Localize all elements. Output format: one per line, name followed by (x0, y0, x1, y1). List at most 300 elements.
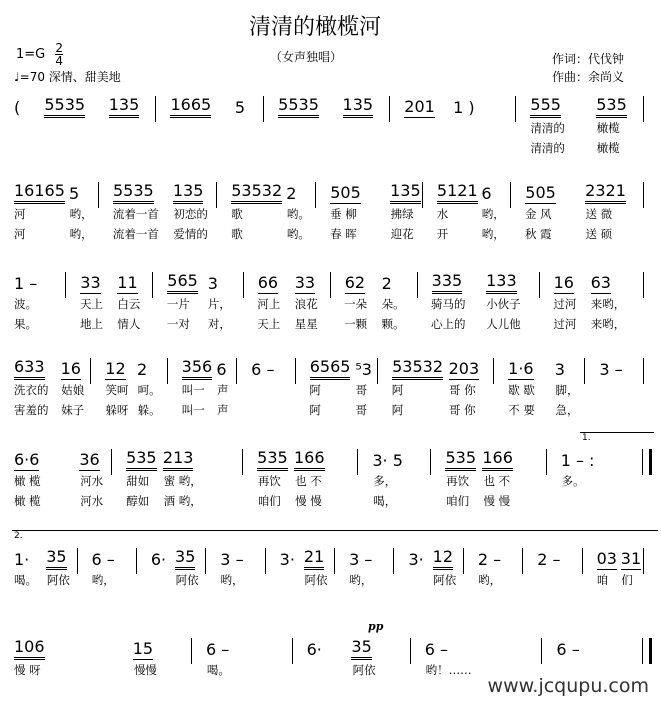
note-group (341, 96, 390, 118)
note-digits: 6 (481, 184, 492, 203)
note-group (380, 275, 417, 294)
note-group (553, 361, 585, 380)
notes-row (12, 548, 656, 570)
lyric-verse-2: 一对 (166, 317, 190, 331)
lyric-spacer (423, 224, 435, 244)
lyric-spacer (432, 491, 444, 511)
note-group (353, 361, 377, 380)
lyric-spacer (168, 400, 180, 420)
lyric-verse-2: 阿 (309, 403, 321, 417)
note-digits: 2 (136, 360, 148, 379)
note-group (78, 274, 115, 294)
note-digits: 505 (525, 183, 556, 202)
note-digits: 35 (175, 548, 195, 570)
note-group (229, 182, 284, 204)
note-digits: 3 (554, 360, 565, 379)
lyric-verse-1: 哥 你 (449, 383, 476, 397)
note-group (278, 551, 302, 570)
lyric-verse-2: 秋 霞 (524, 227, 552, 241)
lyric-verse-1: 喝。 (206, 663, 230, 677)
note-group (284, 185, 315, 204)
note-group (402, 98, 451, 118)
lyric-verse-1: 阿依 (433, 573, 457, 587)
note-group (370, 452, 430, 471)
lyric-verse-2: 天上 (257, 317, 281, 331)
lyric-verse-1: 多。 (561, 474, 585, 488)
lyric-spacer (91, 400, 103, 420)
performance-note: （女声独唱） (270, 50, 343, 64)
lyric-spacer (295, 400, 307, 420)
note-group (554, 641, 642, 660)
lyric-verse-2: 来哟， (590, 317, 626, 331)
note-digits: 213 (163, 449, 194, 471)
lyric-verse-1 (407, 570, 432, 590)
note-group (135, 361, 167, 380)
note-group (347, 551, 393, 570)
lyric-spacer (516, 138, 528, 158)
note-digits: 6 (216, 360, 227, 379)
note-group (484, 272, 538, 294)
note-digits: 66 (257, 273, 279, 292)
lyric-verse-1: 咱 (596, 573, 609, 587)
lyric-verse-2: 春 晖 (330, 227, 357, 241)
note-digits: 5121 (437, 182, 478, 204)
note-digits: 1 ) (453, 98, 475, 117)
note-digits: 135 (343, 96, 374, 118)
note-group (44, 548, 76, 570)
lyric-spacer (390, 138, 402, 158)
note-digits: 201 (404, 97, 435, 116)
note-digits: 6·6 (14, 450, 40, 469)
lyric-verse-2: 橄榄 (596, 141, 620, 155)
note-digits: 03 (596, 549, 617, 568)
tempo-marking (14, 68, 121, 85)
lyric-verse-1: 一片 (166, 297, 190, 311)
lyric-verse-2: 橄 榄 (14, 494, 41, 508)
lyric-verse-1: 洗衣的 (14, 383, 49, 397)
lyric-verse-1 (278, 570, 303, 590)
lyric-verse-2: 情人 (117, 317, 141, 331)
note-digits: 53532 (392, 358, 443, 380)
dynamic-marking: pp (368, 620, 384, 633)
lyric-spacer (417, 314, 429, 334)
lyric-verse-1: 河水 (80, 474, 104, 488)
note-digits: 133 (486, 272, 517, 294)
lyric-verse-1 (108, 118, 157, 138)
note-group (255, 449, 292, 471)
note-group (595, 550, 619, 570)
lyric-spacer (293, 660, 305, 680)
first-ending-label: 1. (582, 433, 591, 443)
lyric-verse-1: 来哟， (590, 297, 626, 311)
lyric-verse-1: 哟， (478, 573, 502, 587)
note-group (583, 182, 643, 204)
lyric-verse-2: 地上 (79, 317, 103, 331)
note-group (305, 641, 350, 660)
lyric-spacer (112, 491, 124, 511)
key-and-time-signature (16, 42, 63, 67)
lyric-verse-1: 送 微 (585, 207, 613, 221)
notes-row (12, 272, 656, 294)
note-digits: 3 (207, 274, 218, 293)
note-digits: 1 – (14, 274, 38, 293)
lyric-verse-1: 拂绿 (390, 207, 414, 221)
time-signature-top: 2 (55, 41, 64, 55)
note-digits: 53532 (231, 182, 282, 204)
key-signature: 1=G (16, 47, 46, 62)
note-group (249, 361, 295, 380)
lyric-spacer (432, 471, 444, 491)
note-group (390, 358, 446, 380)
note-digits: 6565 (310, 358, 351, 380)
note-digits: 2 (286, 184, 297, 203)
note-group (12, 638, 131, 660)
note-group (171, 182, 216, 204)
lyric-spacer (548, 471, 560, 491)
lyric-verse-2: 人儿他 (486, 317, 521, 331)
lyric-spacer (244, 471, 256, 491)
lyric-verse-2: 颗。 (381, 317, 405, 331)
lyrics-row (12, 380, 656, 400)
lyric-verse-1: 姑娘 (61, 383, 85, 397)
music-line (12, 182, 656, 244)
note-group (161, 449, 242, 471)
note-group (12, 275, 65, 294)
lyric-verse-1: 阿依 (304, 573, 328, 587)
lyric-verse-1 (556, 660, 644, 680)
lyric-verse-2: 哟， (481, 227, 505, 241)
lyric-verse-1: 初恋的 (173, 207, 208, 221)
time-signature-bottom: 4 (55, 54, 64, 68)
lyric-verse-1: 阿 (391, 383, 404, 397)
lyric-spacer (217, 204, 229, 224)
lyric-verse-2 (402, 138, 451, 158)
lyric-verse-1: 声 (216, 383, 229, 397)
lyric-spacer (243, 314, 255, 334)
lyric-spacer (395, 570, 407, 590)
note-digits: 633 (14, 358, 45, 380)
lyric-verse-2: 爱情的 (173, 227, 208, 241)
note-digits: 535 (596, 96, 627, 118)
lyric-spacer (583, 570, 595, 590)
lyrics-row (12, 204, 656, 224)
lyrics-row (12, 118, 656, 138)
note-digits: 33 (294, 273, 316, 292)
note-digits: 2 (381, 274, 392, 293)
lyric-verse-2: 果。 (14, 317, 37, 331)
lyric-spacer (99, 204, 111, 224)
note-group (480, 449, 545, 471)
note-digits: 166 (482, 449, 513, 471)
note-group (42, 96, 106, 118)
lyric-spacer (494, 380, 506, 400)
quarter-note-icon: ♩ (14, 70, 20, 84)
note-digits: 203 (448, 359, 480, 378)
lyric-spacer (644, 570, 656, 590)
note-digits: 535 (257, 449, 288, 471)
lyric-verse-2: 慢 慢 (295, 494, 322, 508)
lyric-spacer (644, 138, 656, 158)
lyricist-credit: 作词：代伐钟 (552, 52, 625, 66)
note-group (423, 641, 542, 660)
note-group (328, 184, 388, 204)
watermark: www.jcqupu.com (487, 675, 649, 697)
lyric-spacer (112, 471, 124, 491)
lyric-spacer (464, 570, 476, 590)
lyric-verse-2: 哟， (69, 227, 93, 241)
lyric-verse-2: 哥 你 (449, 403, 476, 417)
note-digits: 5535 (278, 96, 319, 118)
lyric-spacer (99, 224, 111, 244)
lyric-spacer (153, 314, 165, 334)
note-digits: 62 (344, 273, 366, 292)
lyric-spacer (644, 294, 656, 314)
lyric-spacer (153, 294, 165, 314)
note-digits: 6· (150, 550, 167, 569)
lyric-verse-1: 垂 柳 (330, 207, 357, 221)
first-ending-bracket (580, 432, 654, 443)
note-group (479, 185, 510, 204)
lyric-spacer (412, 660, 424, 680)
note-group (343, 274, 380, 294)
lyric-verse-1: 哟。 (286, 207, 310, 221)
lyric-verse-2: 咱们 (257, 494, 281, 508)
note-digits: 36 (79, 450, 100, 469)
lyric-verse-2 (276, 138, 341, 158)
second-ending-label: 2. (14, 531, 23, 541)
lyric-verse-2: 阿 (391, 403, 404, 417)
lyric-spacer (237, 380, 249, 400)
lyric-verse-2: 对， (207, 317, 231, 331)
note-group (308, 358, 354, 380)
note-group (206, 275, 243, 294)
lyric-verse-1 (249, 380, 295, 400)
lyric-spacer (644, 471, 656, 491)
lyric-verse-1: 水 (436, 207, 449, 221)
lyric-verse-1 (305, 660, 350, 680)
music-line (12, 638, 656, 680)
note-digits: 5535 (113, 182, 154, 204)
music-line (12, 358, 656, 420)
note-digits: 11 (117, 273, 138, 292)
lyric-verse-1: 歌 (231, 207, 243, 221)
lyric-verse-1: 阿依 (46, 573, 70, 587)
note-group (107, 96, 156, 118)
lyric-verse-1: 也 不 (483, 474, 511, 488)
note-digits: 16 (60, 359, 81, 378)
lyric-spacer (264, 118, 276, 138)
lyric-verse-2 (169, 138, 234, 158)
note-digits: 31 (620, 549, 642, 568)
note-group (276, 96, 340, 118)
lyric-verse-2: 歌 (231, 227, 243, 241)
lyric-verse-1: 们 (621, 573, 633, 587)
lyric-verse-2: 河 (14, 227, 26, 241)
lyric-verse-2: 迎花 (390, 227, 414, 241)
note-digits: 3 – (349, 550, 373, 569)
lyrics-row (12, 224, 656, 244)
lyric-spacer (168, 380, 180, 400)
lyric-spacer (644, 400, 656, 420)
note-group (443, 449, 480, 471)
lyric-spacer (91, 380, 103, 400)
note-group (103, 360, 135, 380)
lyric-verse-1: 骑马的 (431, 297, 466, 311)
lyric-spacer (244, 491, 256, 511)
note-digits: 335 (432, 272, 463, 294)
lyric-verse-1: 朵。 (381, 297, 405, 311)
note-digits: 15 (132, 639, 154, 658)
note-digits: 135 (173, 182, 204, 204)
lyric-verse-2: 送 硕 (585, 227, 613, 241)
note-group (90, 551, 136, 570)
note-group (12, 358, 59, 380)
lyric-verse-1: 片， (207, 297, 231, 311)
lyric-verse-2: 醇如 (126, 494, 150, 508)
lyric-verse-2 (12, 138, 43, 158)
note-digits: 555 (530, 96, 561, 118)
note-digits: 35 (46, 548, 66, 570)
note-digits: ( (14, 98, 21, 117)
note-digits: 12 (433, 548, 453, 570)
note-group (589, 274, 643, 294)
note-group (180, 358, 215, 380)
lyric-verse-1: 脚， (555, 383, 579, 397)
note-group (552, 274, 589, 294)
note-group (59, 360, 91, 380)
lyric-verse-2: 心上的 (431, 317, 466, 331)
lyric-verse-2 (108, 138, 157, 158)
lyric-verse-2 (43, 138, 108, 158)
lyrics-row (12, 660, 656, 680)
lyric-verse-1: 喝。 (14, 573, 37, 587)
lyric-verse-1: 哟， (91, 573, 115, 587)
lyric-verse-2: 躲呀 (105, 403, 129, 417)
lyric-verse-2: 一颗 (344, 317, 368, 331)
lyric-verse-1 (402, 118, 451, 138)
lyric-verse-1: 过河 (553, 297, 577, 311)
note-digits: 16165 (14, 182, 65, 204)
lyric-verse-1 (341, 118, 390, 138)
lyric-spacer (494, 400, 506, 420)
note-digits: 535 (445, 449, 476, 471)
lyric-verse-2: 开 (436, 227, 449, 241)
lyric-spacer (316, 204, 328, 224)
note-group (476, 551, 522, 570)
notes-row (12, 358, 656, 380)
lyric-spacer (217, 224, 229, 244)
note-digits: 1· (14, 550, 30, 569)
lyric-spacer (193, 660, 205, 680)
lyric-verse-1 (43, 118, 108, 138)
note-digits: 6 – (91, 550, 115, 569)
note-group (528, 96, 594, 118)
lyric-verse-1 (234, 118, 265, 138)
lyric-spacer (644, 491, 656, 511)
lyrics-row (12, 138, 656, 158)
lyric-verse-1: 哟！…… (425, 663, 472, 677)
note-digits: 3· 5 (372, 451, 403, 470)
lyric-verse-2 (452, 138, 517, 158)
lyric-spacer (137, 570, 149, 590)
note-group (349, 638, 409, 660)
lyric-verse-2 (598, 400, 644, 420)
lyric-verse-1 (598, 380, 644, 400)
note-group (451, 99, 515, 118)
lyric-verse-2: 星星 (294, 317, 318, 331)
note-group (256, 274, 293, 294)
note-digits: 35 (351, 638, 371, 660)
lyric-spacer (266, 570, 278, 590)
note-group (597, 361, 643, 380)
note-digits: 1·6 (508, 359, 534, 378)
notes-row (12, 182, 656, 204)
note-group (233, 99, 263, 118)
note-group (302, 548, 334, 570)
lyric-verse-2: 流着一首 (112, 227, 159, 241)
note-group (594, 96, 643, 118)
lyric-spacer (586, 400, 598, 420)
note-digits: ⁵3 (355, 360, 372, 379)
note-group (115, 274, 152, 294)
lyrics-row (12, 570, 656, 590)
note-digits: 565 (167, 272, 198, 294)
lyric-verse-1: 阿依 (175, 573, 199, 587)
lyric-spacer (544, 660, 556, 680)
music-line (12, 449, 656, 511)
note-group (124, 449, 161, 471)
note-group (149, 551, 173, 570)
lyric-spacer (264, 138, 276, 158)
notes-row (12, 96, 656, 118)
lyric-spacer (516, 118, 528, 138)
lyric-verse-1 (535, 570, 582, 590)
lyric-verse-1: 甜如 (126, 474, 150, 488)
lyric-verse-1: 再饮 (257, 474, 281, 488)
lyric-spacer (539, 294, 551, 314)
lyric-spacer (644, 660, 656, 680)
lyric-verse-1 (452, 118, 517, 138)
notes-row (12, 638, 656, 660)
lyric-spacer (66, 294, 78, 314)
lyric-verse-1: 哟， (349, 573, 373, 587)
lyric-spacer (335, 570, 347, 590)
lyric-verse-1: 阿 (309, 383, 321, 397)
note-digits: 6· (306, 640, 322, 659)
lyric-verse-2: 河水 (80, 494, 104, 508)
lyric-spacer (207, 570, 219, 590)
lyric-verse-1: 哟， (69, 207, 93, 221)
lyric-verse-1: 白云 (117, 297, 141, 311)
lyrics-row (12, 294, 656, 314)
lyric-verse-1: 阿依 (352, 663, 376, 677)
time-signature (55, 42, 63, 67)
lyrics-row (12, 400, 656, 420)
lyric-verse-2 (560, 491, 644, 511)
note-digits: 3 – (599, 360, 623, 379)
note-group (535, 551, 581, 570)
lyric-verse-1: 河 (14, 207, 26, 221)
note-digits: 535 (126, 449, 157, 471)
lyric-spacer (390, 118, 402, 138)
lyric-spacer (157, 118, 169, 138)
note-digits: 1 – : (560, 451, 595, 470)
note-digits: 3· (279, 550, 295, 569)
note-digits: 135 (390, 182, 421, 204)
note-digits: 21 (304, 548, 324, 570)
lyric-verse-1: 流着一首 (112, 207, 159, 221)
lyric-spacer (78, 570, 90, 590)
